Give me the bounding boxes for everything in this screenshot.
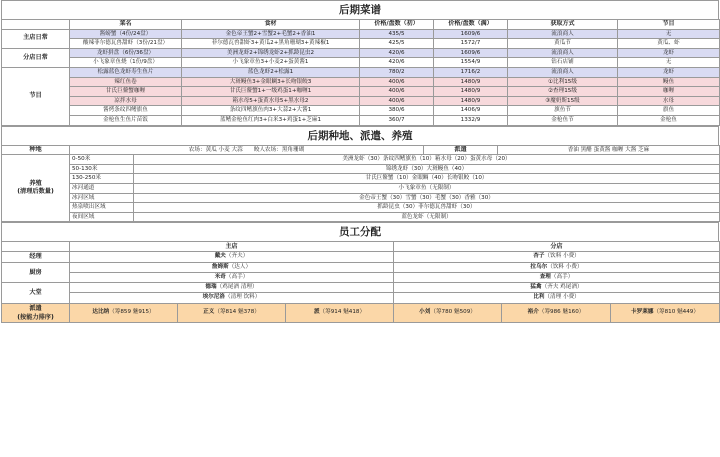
recipe-group-label: 节目 [2,67,70,125]
breed-zone: 冰河区域 [70,193,134,203]
recipe-group-label: 分店日常 [2,48,70,67]
staff-header-row [2,242,720,252]
recipe-cell: 780/2 [360,67,434,77]
staff-name: 卡罗莱娜 [631,309,654,316]
recipe-cell: ③魔奶斯15级 [508,96,618,106]
staff-person [394,252,720,262]
staff-skill: （高手） [225,273,249,280]
recipe-cell: ①比利15级 [508,77,618,87]
staff-skill: （筹914 魅418） [319,309,366,316]
recipe-cell: 流浪商人 [508,29,618,39]
staff-skill: （饮料 小费） [544,253,580,260]
staff-header-branch: 分店 [394,242,720,252]
breed-row [2,203,720,213]
staff-skill: （齐夫 鸡尾酒） [541,284,583,291]
spreadsheet [1,0,719,323]
farm-text: 农场：黄瓜 小麦 大蒜 鲛人农场：黑角珊瑚 [70,145,424,155]
staff-name: 德瑞 [205,284,217,291]
recipe-cell: 旗鱼节 [508,106,618,116]
staff-header-blank [2,242,70,252]
staff-name: 正义 [203,309,215,316]
recipe-cell: 水母 [618,96,720,106]
staff-name: 詹姆斯 [211,263,229,270]
staff-person [394,293,720,303]
staff-person [394,303,502,322]
breed-zone: 夜间区域 [70,212,134,222]
recipe-cell: 龙虾 [618,48,720,58]
breed-label [2,155,70,222]
recipe-cell: 1609/6 [434,48,508,58]
breed-row [2,174,720,184]
breed-zone: 50-130米 [70,164,134,174]
recipe-header-cell: 节目 [618,20,720,30]
staff-skill: （筹986 魅160） [538,309,585,316]
breed-zone: 热泉喷出区域 [70,203,134,213]
recipe-cell: 1480/9 [434,87,508,97]
staff-skill: （筹810 魅449） [653,309,699,316]
recipe-cell: 425/5 [360,39,434,49]
staff-row [2,293,720,303]
dispatch-staff-label [2,303,70,322]
breed-zone: 130-250米 [70,174,134,184]
staff-person [70,303,178,322]
recipe-cell: 1406/9 [434,106,508,116]
dispatch-staff-label-main: 派遣 [29,304,42,312]
staff-skill: （筹814 魅378） [214,309,260,316]
staff-name: 达比纳 [92,309,110,316]
recipe-cell: 箱水母5+蛋黄水母5+黑水母2 [182,96,360,106]
staff-person [394,262,720,272]
recipe-header-blank [2,20,70,30]
recipe-cell: 甘氏巨鳌蟹咖喱 [70,87,182,97]
recipe-cell: 凉拌水母 [70,96,182,106]
recipe-header-cell: 价格/盘数（初） [360,20,434,30]
breed-row [2,155,720,165]
staff-person [70,262,394,272]
recipe-cell: 420/6 [360,48,434,58]
recipe-cell: 龙虾拼盘（6份/36盘） [70,48,182,58]
staff-name: 米奇 [214,273,226,280]
recipe-group-label: 主店日常 [2,29,70,48]
staff-person [611,303,720,322]
staff-section-title: 员工分配 [1,222,719,241]
recipe-cell: 无 [618,29,720,39]
recipe-cell: 蓝鳍金枪鱼红肉3+白米3+鸡蛋1+芝麻1 [182,115,360,125]
breed-zone: 0-50米 [70,155,134,165]
recipe-cell: 辣红鱼卷 [70,77,182,87]
staff-name: 埃尔尼洛 [202,294,226,301]
staff-person [70,283,394,293]
recipe-cell: 钻石店铺 [508,58,618,68]
recipe-row [2,96,720,106]
recipe-cell: 1609/6 [434,29,508,39]
staff-table [1,241,720,323]
recipe-cell: 380/6 [360,106,434,116]
staff-skill: （筹780 魅509） [430,309,476,316]
recipe-cell: ②查理15级 [508,87,618,97]
staff-header-main: 主店 [70,242,394,252]
dispatch-label: 派遣 [424,145,498,155]
staff-row [2,252,720,262]
recipe-header-cell: 价格/盘数（满） [434,20,508,30]
staff-row [2,262,720,272]
recipe-cell: 龙虾 [618,67,720,77]
recipe-table [1,19,720,126]
recipe-header-cell: 菜名 [70,20,182,30]
recipe-section-title: 后期菜谱 [1,0,719,19]
recipe-cell: 流浪商人 [508,67,618,77]
recipe-row [2,58,720,68]
recipe-cell: 无 [618,58,720,68]
breed-fish: 抓龄昆虫（30）菲尔德瓦兽甜虾（30） [134,203,720,213]
recipe-cell: 酸辣菲尔德瓦兽甜虾（3份/21盘） [70,39,182,49]
recipe-cell: 旗鱼 [618,106,720,116]
farm-section-title: 后期种地、派遣、养殖 [1,126,719,145]
staff-person [70,252,394,262]
recipe-cell: 1572/7 [434,39,508,49]
breed-zone: 冰河通道 [70,183,134,193]
recipe-row [2,29,720,39]
recipe-cell: 松露蓝色龙虾寿生鱼片 [70,67,182,77]
dispatch-staff-label-sub: (按能力排序) [17,313,54,321]
recipe-row [2,115,720,125]
recipe-header-cell: 食材 [182,20,360,30]
breed-fish: 锦绣龙虾（30）大斑鳗鱼（40） [134,164,720,174]
staff-skill: （清理 饮料） [225,294,261,301]
staff-name: 拉乌尔 [530,263,548,270]
staff-person [178,303,286,322]
breed-fish: 小飞象章鱼（无限制） [134,183,720,193]
breed-fish: 蓝色龙虾（无限制） [134,212,720,222]
breed-row [2,212,720,222]
recipe-cell: 420/6 [360,58,434,68]
recipe-row [2,87,720,97]
recipe-cell: 咖喱 [618,87,720,97]
recipe-cell: 条纹四鳍旗鱼肉3+大蒜2+大酱1 [182,106,360,116]
recipe-cell: 美洲龙虾2+锦绣龙虾2+抓龄昆虫2 [182,48,360,58]
staff-person [502,303,611,322]
farm-label: 种地 [2,145,70,155]
staff-name: 比利 [533,294,545,301]
recipe-cell: 1480/9 [434,77,508,87]
recipe-row [2,106,720,116]
staff-person [286,303,394,322]
staff-row [2,283,720,293]
farm-table [1,145,720,223]
staff-skill: （饮料 小费） [547,263,583,270]
recipe-cell: 黄瓜、虾 [618,39,720,49]
staff-name: 杏子 [533,253,545,260]
breed-label-main: 养殖 [29,179,42,187]
recipe-cell: 酱螃蟹（4份/24盘） [70,29,182,39]
recipe-row [2,77,720,87]
recipe-cell: 金枪鱼节 [508,115,618,125]
staff-name: 戴夫 [214,253,226,260]
recipe-row [2,67,720,77]
recipe-cell: 400/6 [360,87,434,97]
dispatch-text: 香油 黑醋 蛋黄酱 咖喱 大酱 芝麻 [498,145,720,155]
recipe-cell: 400/6 [360,96,434,106]
staff-skill: （达人） [228,263,252,270]
recipe-cell: 鳗鱼 [618,77,720,87]
recipe-cell: 金色帝王蟹2+雪蟹2+毛蟹2+香油1 [182,29,360,39]
recipe-cell: 小飞象章鱼3+小麦2+蛋黄酱1 [182,58,360,68]
staff-person [394,283,720,293]
staff-skill: （高手） [550,273,574,280]
breed-row [2,183,720,193]
staff-person [394,272,720,282]
staff-skill: （齐夫） [225,253,249,260]
recipe-cell: 360/7 [360,115,434,125]
staff-skill: （筹859 魅915） [109,309,155,316]
recipe-cell: 甘氏巨鳌蟹1+一级鸡蛋1+咖喱1 [182,87,360,97]
staff-name: 猛禽 [530,284,542,291]
staff-person [70,272,394,282]
staff-name: 小刘 [419,309,431,316]
recipe-row [2,48,720,58]
staff-name: 裕介 [527,309,539,316]
recipe-cell: 400/6 [360,77,434,87]
recipe-cell: 黄瓜节 [508,39,618,49]
breed-fish: 金色帝王蟹（30）雪蟹（30）毛蟹（30）香雅（30） [134,193,720,203]
recipe-cell: 流浪商人 [508,48,618,58]
breed-row [2,193,720,203]
recipe-cell: 金枪鱼生鱼片苗饭 [70,115,182,125]
staff-name: 查理 [539,273,551,280]
dispatch-staff-row [2,303,720,322]
recipe-cell: 小飞象章鱼烧（1份/9盘） [70,58,182,68]
staff-role-label: 厨房 [2,262,70,282]
staff-person [70,293,394,303]
recipe-row [2,39,720,49]
recipe-cell: 435/5 [360,29,434,39]
recipe-cell: 1332/9 [434,115,508,125]
recipe-cell: 1554/9 [434,58,508,68]
recipe-cell: 金枪鱼 [618,115,720,125]
breed-fish: 甘氏巨鳌蟹（10）金眼鲷（40）长吻银鲛（10） [134,174,720,184]
staff-skill: （清理 小费） [544,294,580,301]
recipe-cell: 1480/9 [434,96,508,106]
recipe-cell: 菲尔德瓦兽甜虾3+黄瓜2+黑角珊瑚3+黄辣椒1 [182,39,360,49]
staff-row [2,272,720,282]
breed-label-sub: (清理后数量) [17,188,54,196]
staff-skill: （鸡尾酒 清理） [216,284,258,291]
staff-role-label: 经理 [2,252,70,262]
recipe-cell: 蓝色龙虾2+松露1 [182,67,360,77]
recipe-header-row [2,20,720,30]
breed-row [2,164,720,174]
breed-fish: 美洲龙虾（30）条纹四鳍旗鱼（10）箱水母（20）蛋黄水母（20） [134,155,720,165]
recipe-header-cell: 获取方式 [508,20,618,30]
staff-name: 派 [313,309,320,316]
staff-role-label: 大堂 [2,283,70,303]
recipe-cell: 1716/2 [434,67,508,77]
recipe-cell: 大斑鳗鱼3+金眼鲷3+长吻银鲛3 [182,77,360,87]
recipe-cell: 酱烤条纹四鳍旗鱼 [70,106,182,116]
